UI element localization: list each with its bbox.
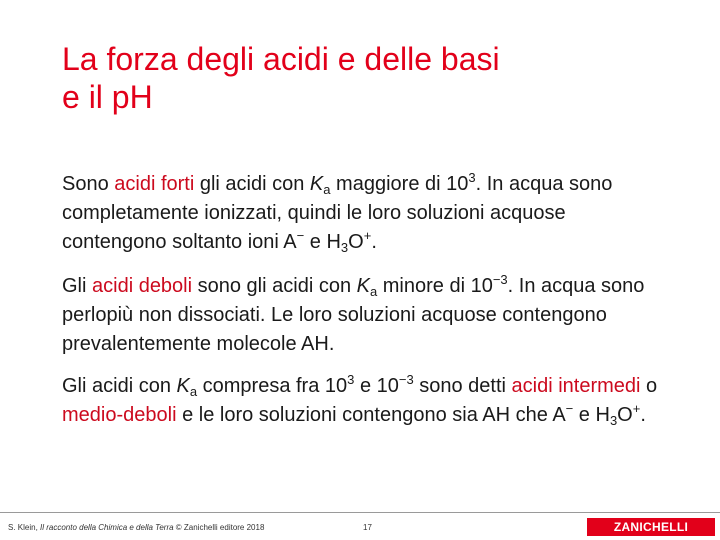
text: O xyxy=(348,231,364,253)
title-line-1: La forza degli acidi e delle basi xyxy=(62,41,500,77)
text: compresa fra 10 xyxy=(197,375,348,397)
paragraph-weak-acids xyxy=(62,272,672,359)
exponent: 3 xyxy=(347,372,355,387)
charge-minus: − xyxy=(565,401,574,416)
footer-book-title: Il racconto della Chimica e della Terra xyxy=(40,523,174,532)
title-line-2: e il pH xyxy=(62,79,153,115)
paragraph-intermediate-acids xyxy=(62,372,672,430)
charge-minus: − xyxy=(296,228,305,243)
text: e le loro soluzioni contengono sia AH che A xyxy=(176,404,566,426)
slide-title xyxy=(62,40,682,116)
exponent: −3 xyxy=(398,372,414,387)
ka-subscript: a xyxy=(323,182,331,197)
ka-symbol: K xyxy=(309,173,324,195)
term-strong-acids: acidi forti xyxy=(114,173,195,195)
term-medium-weak: medio-deboli xyxy=(62,404,177,426)
ka-subscript: a xyxy=(189,384,198,399)
text: O xyxy=(617,404,633,426)
text: . In acqua sono completamente ionizzati, quindi le loro soluzioni acquose contengono soltanto ioni A xyxy=(62,173,613,253)
ka-symbol: K xyxy=(176,375,190,397)
term-intermediate-acids: acidi intermedi xyxy=(511,375,641,397)
subscript-3: 3 xyxy=(609,413,618,428)
ka-symbol: K xyxy=(356,275,370,297)
text: e 10 xyxy=(354,375,399,397)
charge-plus: + xyxy=(363,228,372,243)
text: Gli acidi con xyxy=(62,375,177,397)
text: minore di 10 xyxy=(377,275,493,297)
text: . xyxy=(640,404,646,426)
text: maggiore di 10 xyxy=(330,173,469,195)
ka-subscript: a xyxy=(369,284,378,299)
text: o xyxy=(640,375,658,397)
text: e H xyxy=(573,404,610,426)
subscript-3: 3 xyxy=(340,240,349,255)
text: . In acqua sono perlopiù non dissociati. Le loro soluzioni acquose contengono prevalentemente molecole AH. xyxy=(62,275,645,355)
text: Gli xyxy=(62,275,92,297)
footer-divider xyxy=(0,512,720,513)
footer-credit xyxy=(8,523,264,532)
text: gli acidi con xyxy=(194,173,310,195)
zanichelli-logo: ZANICHELLI xyxy=(587,518,715,536)
text: e H xyxy=(304,231,341,253)
text: Sono xyxy=(62,173,115,195)
exponent: −3 xyxy=(492,272,508,287)
charge-plus: + xyxy=(632,401,641,416)
term-weak-acids: acidi deboli xyxy=(92,275,193,297)
page-number: 17 xyxy=(363,523,372,532)
paragraph-strong-acids xyxy=(62,170,672,257)
text: . xyxy=(371,231,377,253)
exponent: 3 xyxy=(468,170,476,185)
text: sono detti xyxy=(413,375,512,397)
footer-publisher: © Zanichelli editore 2018 xyxy=(173,523,265,532)
text: sono gli acidi con xyxy=(192,275,357,297)
footer-author: S. Klein, xyxy=(8,523,41,532)
